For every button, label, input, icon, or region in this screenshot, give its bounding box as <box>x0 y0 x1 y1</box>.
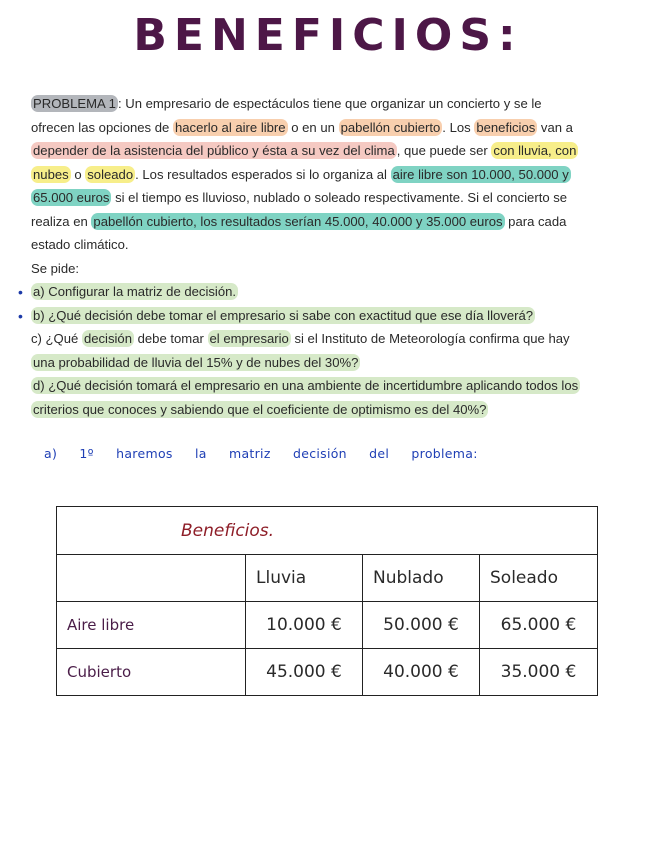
text: van a <box>537 119 573 135</box>
text: realiza en <box>31 213 92 229</box>
table-cell: 45.000 € <box>246 649 363 696</box>
column-header-lluvia: Lluvia <box>246 555 363 602</box>
column-header-soleado: Soleado <box>480 555 598 602</box>
decision-matrix-table <box>56 506 598 696</box>
table-row <box>57 649 598 696</box>
highlight: soleado <box>87 166 134 182</box>
text: . Los <box>442 119 475 135</box>
row-label-cubierto: Cubierto <box>57 649 246 696</box>
problem-line-2 <box>31 116 631 140</box>
highlight: pabellón cubierto, los resultados serían 45.000, 40.000 y 35.000 euros <box>93 213 503 229</box>
highlight: el empresario <box>209 331 289 346</box>
highlight: una probabilidad de lluvia del 15% y de nubes del 30%? <box>33 354 359 370</box>
question-a <box>31 280 631 304</box>
text: o <box>70 166 86 182</box>
problem-line-7: estado climático. <box>31 237 129 252</box>
problem-line-4 <box>31 163 631 187</box>
column-header-nublado: Nublado <box>363 555 480 602</box>
handwritten-intro: a) 1º haremos la matriz decisión del problema: <box>44 446 478 461</box>
text: si el Instituto de Meteorología confirma que hay <box>290 331 570 346</box>
highlight: con lluvia, con <box>493 143 577 158</box>
highlight: beneficios <box>476 119 536 135</box>
problem-line-3 <box>31 139 631 163</box>
problem-label: PROBLEMA 1 <box>33 96 116 111</box>
highlight: criterios que conoces y sabiendo que el coeficiente de optimismo es del 40%? <box>33 401 487 417</box>
table-cell: 10.000 € <box>246 602 363 649</box>
highlight: hacerlo al aire libre <box>174 119 286 135</box>
table-caption-row <box>57 507 598 555</box>
highlight: 65.000 euros <box>33 190 110 205</box>
table-header-row <box>57 555 598 602</box>
bullet-icon: • <box>18 284 23 300</box>
text: c) ¿Qué <box>31 331 82 346</box>
page-title: BENEFICIOS: <box>133 10 523 61</box>
text: debe tomar <box>133 331 208 346</box>
question-d-line-2 <box>31 398 631 422</box>
text: si el tiempo es lluvioso, nublado o soleado respectivamente. Si el concierto se <box>111 190 568 205</box>
table-cell: 35.000 € <box>480 649 598 696</box>
text: : Un empresario de espectáculos tiene que organizar un concierto y se le <box>117 96 542 111</box>
table-row <box>57 602 598 649</box>
table-cell: 50.000 € <box>363 602 480 649</box>
problem-statement <box>31 92 631 421</box>
problem-line-1 <box>31 92 631 116</box>
text: para cada <box>504 213 567 229</box>
question-c-line-2 <box>31 351 631 375</box>
question-c-line-1 <box>31 327 631 351</box>
question-b <box>31 304 631 328</box>
text: . Los resultados esperados si lo organiza al <box>135 166 391 182</box>
table-cell: 65.000 € <box>480 602 598 649</box>
table-corner-cell <box>57 555 246 602</box>
problem-line-5 <box>31 186 631 210</box>
problem-line-8: Se pide: <box>31 260 80 276</box>
row-label-aire-libre: Aire libre <box>57 602 246 649</box>
highlight: depender de la asistencia del público y ésta a su vez del clima <box>33 143 395 158</box>
table-caption: Beneficios. <box>57 507 598 555</box>
problem-line-6 <box>31 210 631 234</box>
bullet-icon: • <box>18 308 23 324</box>
text: o en un <box>287 119 339 135</box>
highlight: d) ¿Qué decisión tomará el empresario en una ambiente de incertidumbre aplicando todos los <box>33 378 579 393</box>
question-d-line-1 <box>31 374 631 398</box>
highlight: decisión <box>83 331 132 346</box>
text: , que puede ser <box>396 143 492 158</box>
text: ofrecen las opciones de <box>31 119 173 135</box>
table-cell: 40.000 € <box>363 649 480 696</box>
highlight: aire libre son 10.000, 50.000 y <box>392 166 569 182</box>
highlight: pabellón cubierto <box>340 119 441 135</box>
highlight: nubes <box>33 166 69 182</box>
highlight: a) Configurar la matriz de decisión. <box>33 284 237 299</box>
highlight: b) ¿Qué decisión debe tomar el empresario si sabe con exactitud que ese día lloverá? <box>33 307 534 323</box>
